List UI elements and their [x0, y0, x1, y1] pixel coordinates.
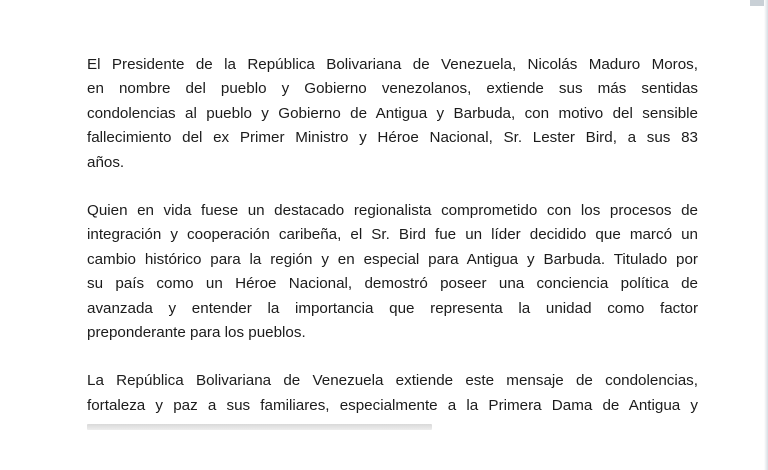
text-line: Quien en vida fuese un destacado regionalista comprometido con los procesos de [87, 202, 698, 220]
cropped-text-line [87, 418, 698, 430]
document-body [87, 53, 698, 430]
text-line: años. [87, 153, 125, 171]
paragraph-tribute [87, 199, 698, 345]
text-line: El Presidente de la República Bolivariana de Venezuela, Nicolás Maduro Moros, [87, 56, 698, 73]
text-line: fallecimiento del ex Primer Ministro y Héroe Nacional, Sr. Lester Bird, a sus 83 [87, 129, 698, 147]
text-line: avanzada y entender la importancia que representa la unidad como factor [87, 299, 698, 317]
text-line: cambio histórico para la región y en especial para Antigua y Barbuda. Titulado por [87, 250, 698, 268]
text-line: integración y cooperación caribeña, el Sr. Bird fue un líder decidido que marcó un [87, 226, 698, 244]
text-line: preponderante para los pueblos. [87, 324, 306, 342]
paragraph-closing-message [87, 369, 698, 430]
text-line: su país como un Héroe Nacional, demostró poseer una conciencia política de [87, 275, 698, 293]
page-edge-shadow [764, 0, 768, 470]
text-line: condolencias al pueblo y Gobierno de Antigua y Barbuda, con motivo del sensible [87, 104, 698, 122]
paragraph-condolences-intro [87, 53, 698, 175]
text-line: en nombre del pueblo y Gobierno venezolanos, extiende sus más sentidas [87, 80, 698, 98]
text-line: fortaleza y paz a sus familiares, especialmente a la Primera Dama de Antigua y [87, 396, 698, 414]
text-line: La República Bolivariana de Venezuela extiende este mensaje de condolencias, [87, 372, 698, 390]
